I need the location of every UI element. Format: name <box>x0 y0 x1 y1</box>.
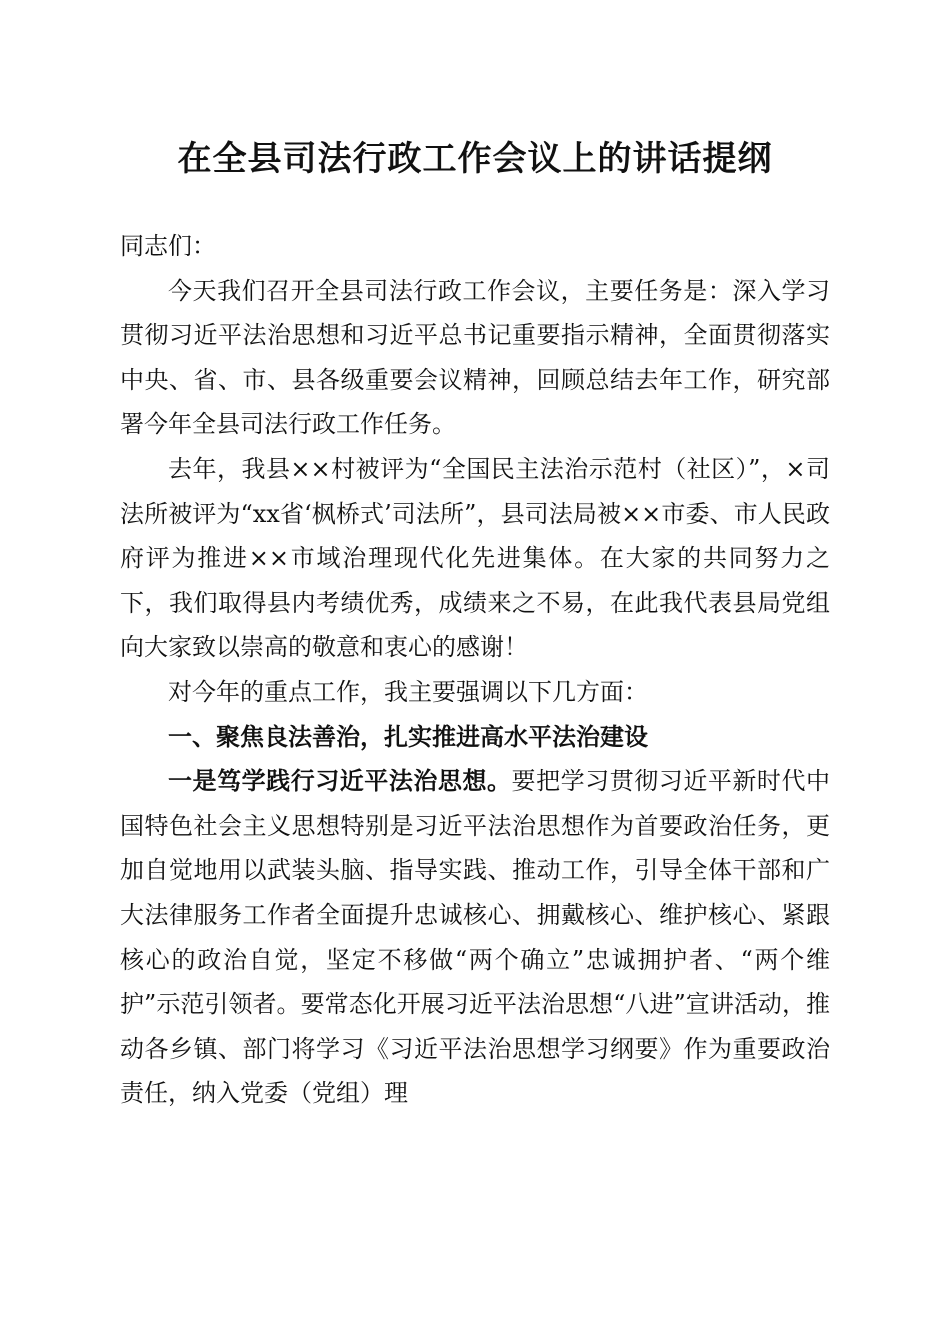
paragraph-section-1-point-1 <box>120 759 830 1116</box>
paragraph-achievements: 去年，我县××村被评为“全国民主法治示范村（社区）”，×司法所被评为“xx省‘枫桥式’司法所”，县司法局被××市委、市人民政府评为推进××市域治理现代化先进集体。在大家的共同努力之下，我们取得县内考绩优秀，成绩来之不易，在此我代表县局党组向大家致以崇高的敬意和衷心的感谢！ <box>120 454 830 662</box>
salutation: 同志们： <box>120 232 216 260</box>
section-heading-1: 一、聚焦良法善治，扎实推进高水平法治建设 <box>168 722 648 751</box>
paragraph-body-text: 要把学习贯彻习近平新时代中国特色社会主义思想特别是习近平法治思想作为首要政治任务，更加自觉地用以武装头脑、指导实践、推动工作，引导全体干部和广大法律服务工作者全面提升忠诚核心、拥戴核心、维护核心、紧跟核心的政治自觉，坚定不移做“两个确立”忠诚拥护者、“两个维护”示范引领者。要常态化开展习近平法治思想“八进”宣讲活动，推动各乡镇、部门将学习《习近平法治思想学习纲要》作为重要政治责任，纳入党委（党组）理 <box>120 767 831 1108</box>
paragraph-lead-text: 一是笃学践行习近平法治思想。 <box>168 766 512 796</box>
document-title: 在全县司法行政工作会议上的讲话提纲 <box>177 139 773 179</box>
document-body <box>120 224 830 1116</box>
paragraph-key-work: 对今年的重点工作，我主要强调以下几方面： <box>168 677 648 706</box>
paragraph-intro: 今天我们召开全县司法行政工作会议，主要任务是：深入学习贯彻习近平法治思想和习近平总书记重要指示精神，全面贯彻落实中央、省、市、县各级重要会议精神，回顾总结去年工作，研究部署今年全县司法行政工作任务。 <box>120 276 830 439</box>
